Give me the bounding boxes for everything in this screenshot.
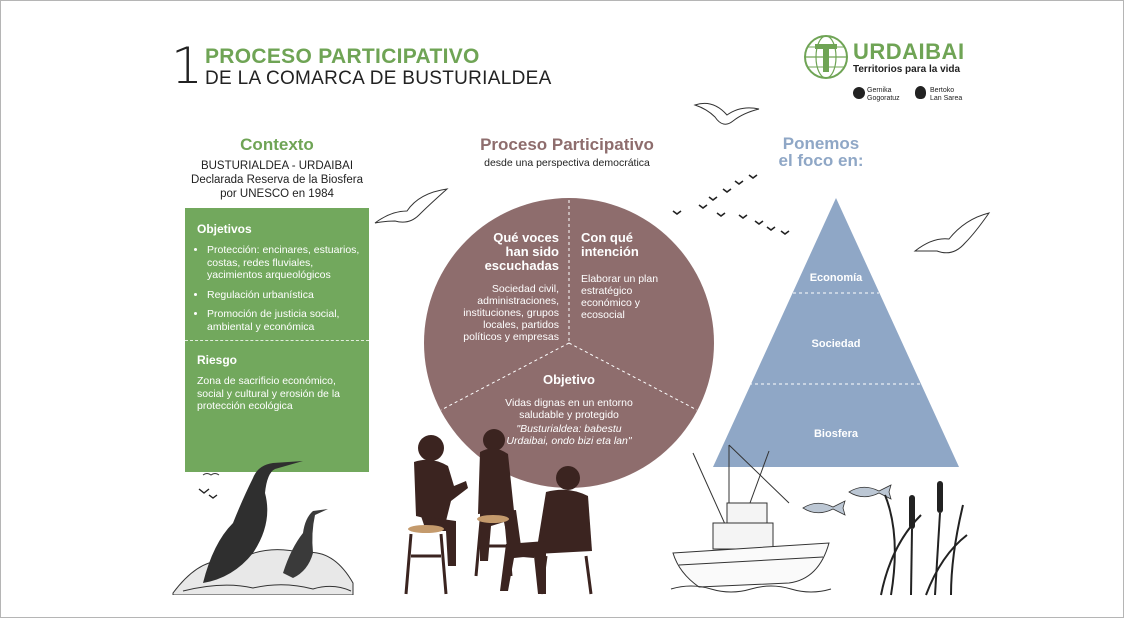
intencion-title: Con qué intención — [581, 230, 639, 259]
seagull-illustration — [913, 211, 991, 261]
objetivo-item: • Promoción de justicia social, ambiental y económica — [207, 308, 361, 333]
people-silhouettes-illustration — [396, 426, 596, 596]
voces-text: Sociedad civil, administraciones, instituciones, grupos locales, partidos políticos y empresas — [463, 283, 559, 343]
objetivos-list — [197, 244, 361, 333]
divider — [185, 340, 369, 341]
page-title: PROCESO PARTICIPATIVO — [205, 45, 480, 68]
bulb-logo-icon — [915, 86, 926, 99]
fish-icon — [801, 499, 847, 517]
intencion-text: Elaborar un plan estratégico económico y ecosocial — [581, 273, 659, 321]
riesgo-title: Riesgo — [197, 353, 238, 367]
objetivo-item: • Protección: encinares, estuarios, costas, redes fluviales, yacimientos arqueológicos — [207, 244, 361, 282]
seagull-illustration — [373, 187, 449, 229]
objetivo-item: • Regulación urbanística — [207, 289, 361, 302]
logo-tagline: Territorios para la vida — [853, 64, 961, 75]
proceso-title: Proceso Participativo — [480, 135, 654, 154]
riesgo-text: Zona de sacrificio económico, social y cultural y erosión de la protección ecológica — [197, 375, 340, 412]
logo-title: URDAIBAI — [853, 39, 965, 64]
objetivo-quote: "Busturialdea: babestu Urdaibai, ondo bizi eta lan" — [506, 423, 632, 447]
gernika-logo-icon — [853, 87, 865, 99]
cormorant-illustration — [163, 453, 363, 595]
contexto-subtitle-line1: BUSTURIALDEA - URDAIBAI — [200, 160, 354, 172]
fishing-boat-illustration — [669, 443, 835, 593]
foco-title — [761, 135, 881, 169]
objetivo-title: Objetivo — [542, 372, 595, 387]
contexto-subtitle — [177, 159, 377, 201]
urdaibai-globe-icon — [803, 34, 849, 80]
bird-icon — [197, 483, 221, 499]
contexto-subtitle-line3: por UNESCO en 1984 — [220, 188, 334, 200]
foco-level-biosfera: Biosfera — [813, 428, 859, 440]
foco-title-line1: Ponemos — [782, 134, 860, 153]
seagull-illustration — [693, 99, 763, 133]
contexto-subtitle-line2: Declarada Reserva de la Biosfera — [191, 174, 363, 186]
proceso-subtitle: desde una perspectiva democrática — [484, 157, 650, 169]
page-subtitle: DE LA COMARCA DE BUSTURIALDEA — [205, 68, 552, 89]
section-number: 1 — [171, 37, 203, 95]
flock-of-birds-icon — [669, 169, 799, 239]
objetivo-text: Vidas dignas en un entorno saludable y protegido — [505, 397, 633, 421]
foco-title-line2: el foco en: — [778, 151, 864, 170]
objetivos-title: Objetivos — [197, 222, 252, 236]
partner-logo-2: Bertoko Lan Sarea — [930, 87, 963, 102]
foco-level-sociedad: Sociedad — [811, 338, 861, 350]
foco-level-economia: Economía — [809, 272, 863, 284]
partner-logo-1: Gernika Gogoratuz — [867, 87, 900, 102]
contexto-title: Contexto — [240, 135, 314, 154]
reeds-illustration — [871, 475, 971, 597]
voces-title: Qué voces han sido escuchadas — [484, 230, 559, 273]
contexto-box — [185, 208, 369, 472]
